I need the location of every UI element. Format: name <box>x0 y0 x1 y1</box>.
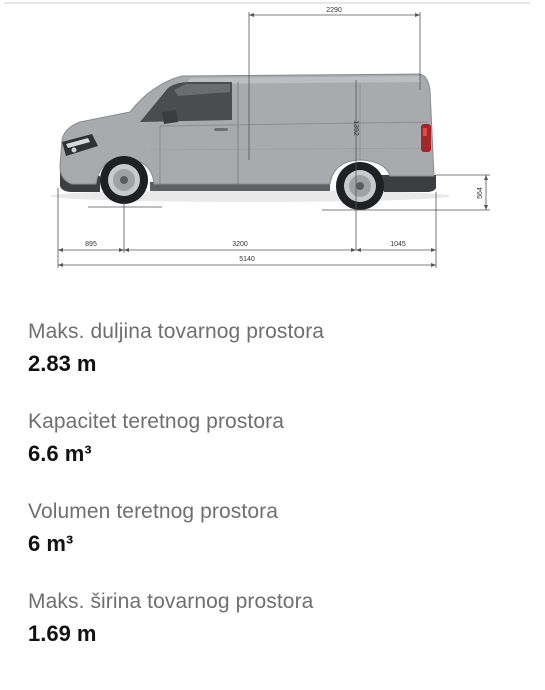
spec-value: 6 m³ <box>28 531 74 556</box>
van-illustration <box>50 74 450 210</box>
spec-cargo-volume <box>28 498 528 558</box>
dim-wheelbase-label: 3200 <box>232 241 248 248</box>
spec-max-cargo-width <box>28 588 528 648</box>
spec-max-cargo-length <box>28 318 528 378</box>
spec-value: 1.69 m <box>28 621 97 646</box>
dim-ground-clearance-label: 564 <box>477 187 484 199</box>
dim-cargo-height-label: 1392 <box>352 120 359 136</box>
dim-cargo-length-label: 2290 <box>326 7 342 14</box>
dim-total-length-label: 5140 <box>239 256 255 263</box>
spec-label: Kapacitet teretnog prostora <box>28 410 285 433</box>
spec-label: Maks. širina tovarnog prostora <box>28 590 314 613</box>
van-dimension-diagram <box>0 0 545 290</box>
dim-rear-overhang-label: 1045 <box>390 241 406 248</box>
spec-cargo-capacity <box>28 408 528 468</box>
spec-value: 2.83 m <box>28 351 97 376</box>
dim-front-overhang-label: 895 <box>85 241 97 248</box>
spec-value: 6.6 m³ <box>28 441 92 466</box>
spec-label: Maks. duljina tovarnog prostora <box>28 320 325 343</box>
spec-label: Volumen teretnog prostora <box>28 500 278 523</box>
cargo-specs-list <box>28 318 528 678</box>
